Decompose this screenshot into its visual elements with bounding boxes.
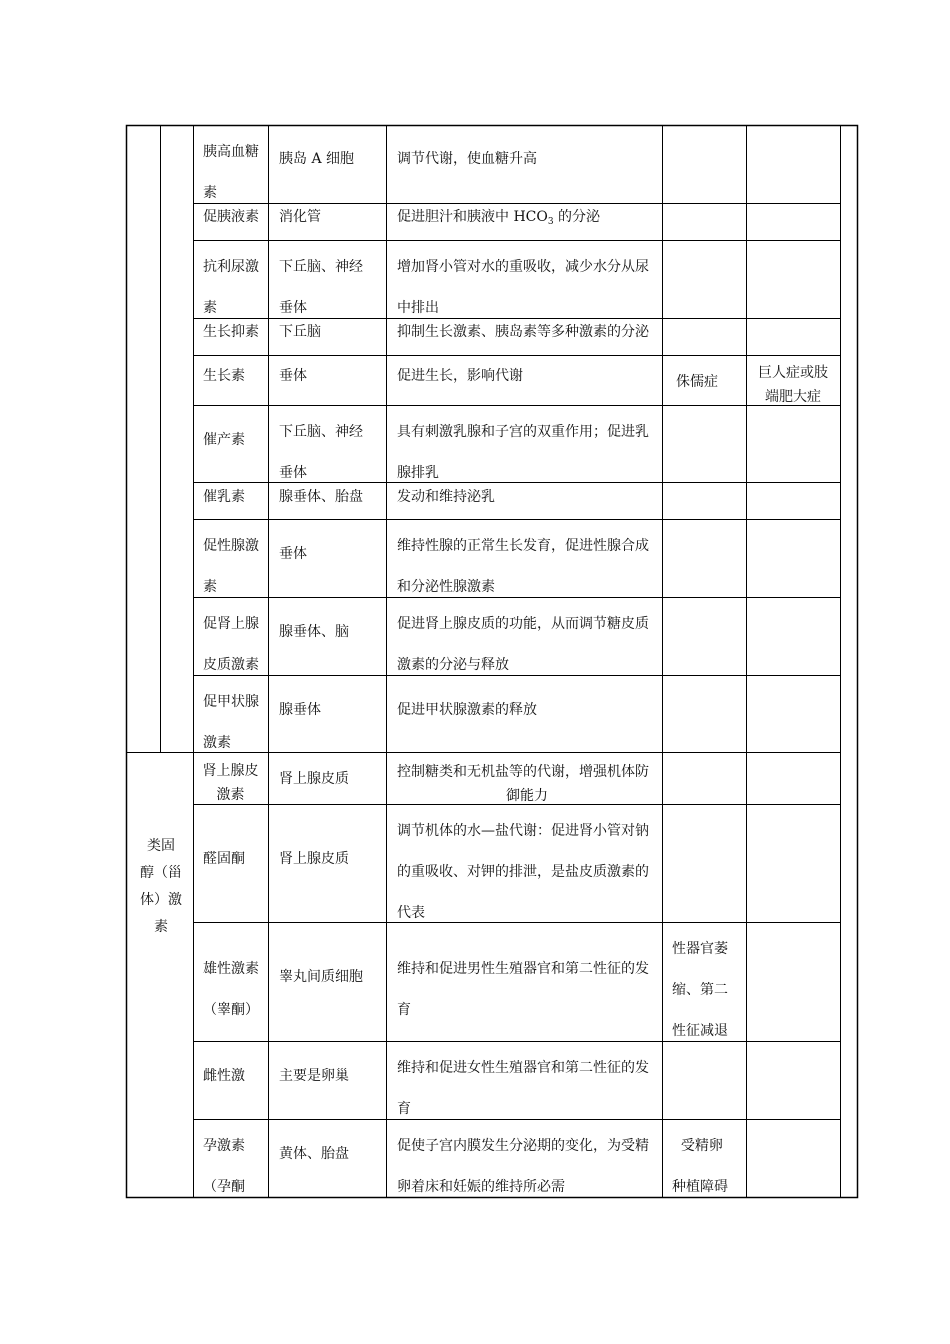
hormone-source: 下丘脑 (279, 324, 321, 340)
hormone-function: 促进甲状腺激素的释放 (397, 702, 537, 718)
hormone-name: 促胰液素 (203, 209, 259, 225)
hormone-function: 发动和维持泌乳 (397, 489, 495, 505)
hormone-source: 腺垂体、胎盘 (279, 489, 363, 505)
hormone-name: 胰高血糖 素 (203, 144, 259, 201)
hormone-name: 促肾上腺 皮质激素 (203, 616, 259, 673)
hormone-name: 促甲状腺 激素 (203, 694, 259, 751)
hormone-function: 增加肾小管对水的重吸收，减少水分从尿 中排出 (397, 259, 649, 316)
hormone-function: 维持和促进男性生殖器官和第二性征的发 育 (397, 961, 649, 1018)
hormone-source: 垂体 (279, 368, 307, 384)
hormone-source: 黄体、胎盘 (279, 1146, 349, 1162)
hormone-function: 促进胆汁和胰液中 $HCO_3$ 的分泌 (397, 209, 601, 227)
hormone-function: 维持和促进女性生殖器官和第二性征的发 育 (397, 1060, 649, 1117)
hormone-name: 生长素 (203, 368, 245, 384)
hormone-name: 雌性激 (203, 1068, 245, 1084)
hormone-name: 催产素 (203, 432, 245, 448)
hormone-function: 抑制生长激素、胰岛素等多种激素的分泌 (397, 324, 649, 340)
hormone-source: 睾丸间质细胞 (279, 969, 363, 985)
hormone-name: 雄性激素 （睾酮） (203, 961, 259, 1018)
hormone-source: 主要是卵巢 (279, 1068, 349, 1084)
excess-symptom: 巨人症或肢 端肥大症 (758, 365, 828, 405)
hormone-name: 生长抑素 (203, 324, 259, 340)
hormone-source: 垂体 (279, 546, 307, 562)
hormone-source: 下丘脑、神经 垂体 (279, 424, 363, 481)
deficiency-symptom: 侏儒症 (676, 374, 718, 390)
hormone-function: 调节代谢，使血糖升高 (397, 151, 537, 167)
deficiency-symptom: 性器官萎 缩、第二 性征减退 (672, 941, 728, 1039)
hormone-function: 维持性腺的正常生长发育，促进性腺合成 和分泌性腺激素 (397, 538, 649, 595)
hormone-name: 醛固酮 (203, 851, 245, 867)
hormone-source: 腺垂体、脑 (279, 624, 349, 640)
hormone-source: 肾上腺皮质 (279, 771, 349, 787)
hormone-function: 控制糖类和无机盐等的代谢，增强机体防 御能力 (397, 764, 649, 804)
hormone-function: 调节机体的水—盐代谢：促进肾小管对钠 的重吸收、对钾的排泄，是盐皮质激素的 代表 (397, 823, 649, 921)
hormone-source: 胰岛 A 细胞 (279, 151, 355, 167)
hormone-function: 促使子宫内膜发生分泌期的变化，为受精 卵着床和妊娠的维持所必需 (397, 1138, 649, 1195)
hormone-source: 消化管 (279, 209, 321, 225)
hormone-source: 下丘脑、神经 垂体 (279, 259, 363, 316)
hormone-source: 肾上腺皮质 (279, 851, 349, 867)
hormone-function: 具有刺激乳腺和子宫的双重作用；促进乳 腺排乳 (397, 424, 649, 481)
hormone-name: 抗利尿激 素 (203, 259, 259, 316)
hormone-name: 肾上腺皮 激素 (202, 763, 259, 803)
hormone-function: 促进肾上腺皮质的功能，从而调节糖皮质 激素的分泌与释放 (397, 616, 649, 673)
hormone-function: 促进生长，影响代谢 (397, 368, 523, 384)
hormone-source: 腺垂体 (279, 702, 321, 718)
hormone-name: 孕激素 （孕酮 (203, 1138, 245, 1195)
hormone-name: 促性腺激 素 (203, 538, 259, 595)
hormone-name: 催乳素 (203, 489, 245, 505)
category-label: 类固 醇（甾 体）激 素 (140, 838, 182, 935)
deficiency-symptom: 受精卵 种植障碍 (672, 1138, 728, 1195)
